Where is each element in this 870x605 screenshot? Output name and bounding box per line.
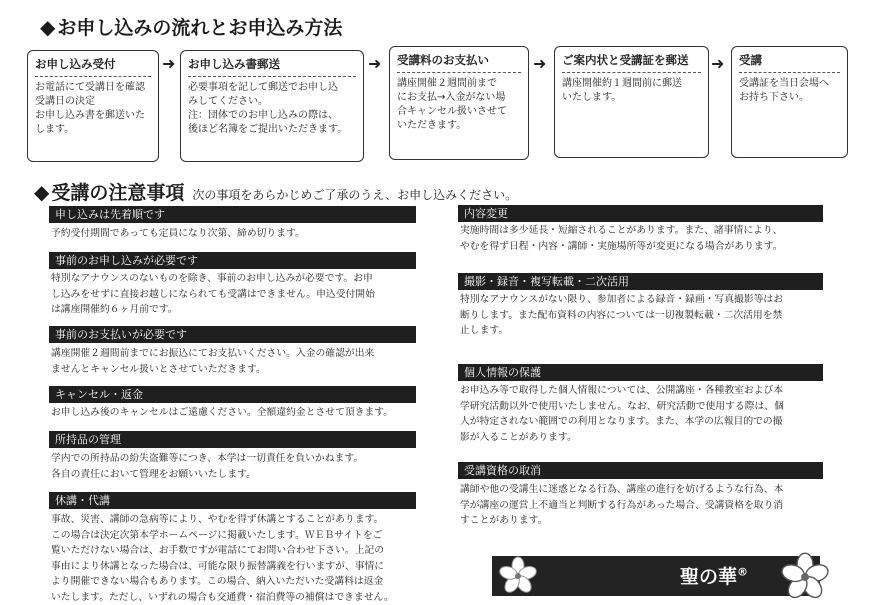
flow-step-title: 受講 — [739, 52, 840, 73]
flow-step-3 — [389, 46, 529, 160]
note-text: 特別なアナウンスがない限り、参加者による録音・録画・写真撮影等はお 断りします。また配布資料の内容については一切複製転載・二次活用を禁 止します。 — [460, 294, 784, 336]
note-heading: 休講・代講 — [49, 492, 416, 509]
flow-step-body: 必要事項を記して郵送でお申し込 みしてください。 注：団体でのお申し込みの際は、 後ほど名簿をご提出いただきます。 — [188, 82, 348, 135]
flow-section-title: ◆ お申し込みの流れとお申込み方法 — [40, 15, 343, 39]
note-heading: 事前のお支払いが必要です — [49, 326, 416, 343]
brand-banner — [492, 556, 820, 596]
flow-step-title: ご案内状と受講証を郵送 — [562, 52, 701, 73]
note-text: お申し込み後のキャンセルはご遠慮ください。全額違約金とさせて頂きます。 — [51, 407, 394, 418]
note-heading: 内容変更 — [458, 205, 823, 222]
note-text: 講座開催２週間前までにお振込にてお支払いください。入金の確認が出来 ませんとキャンセル扱いとさせていただきます。 — [51, 348, 375, 375]
registered-mark: ® — [737, 565, 749, 579]
arrow-right-icon: ➜ — [368, 54, 382, 73]
flow-step-1 — [27, 50, 159, 162]
sakura-flower-icon — [498, 556, 538, 596]
note-heading: 事前のお申し込みが必要です — [49, 252, 416, 269]
note-text: 予約受付期間であっても定員になり次第、締め切ります。 — [51, 228, 305, 239]
flow-step-title: お申し込み書郵送 — [188, 56, 356, 77]
brand-title: 聖の華® — [680, 565, 749, 588]
note-heading: 申し込みは先着順です — [49, 206, 416, 223]
note-text: 事故、災害、講師の急病等により、やむを得ず休講とすることがあります。 この場合は決定次第本学ホームページに掲載いたします。ＷＥＢサイトをご 覧いただけない場合は、お手数ですが電話にてお問い合わせ下さい。上記の 事由により休講となった場合は、可能な限り振替講義を行いますが、事情に より開催できない場合もあります。この場合、納入いただいた受講料は返金 いたします。ただし、いずれの場合も交通費・宿泊費等の補償はできません。 — [51, 514, 394, 603]
note-text: 講師や他の受講生に迷惑となる行為、講座の進行を妨げるような行為、本 学が講座の運営上不適当と判断する行為があった場合、受講資格を取り消 すことがあります。 — [460, 484, 784, 526]
note-heading: 個人情報の保護 — [458, 364, 823, 381]
note-heading: キャンセル・返金 — [49, 386, 416, 403]
flow-step-body: 講座開催２週間前まで にお支払→入金がない場 合キャンセル扱いさせて いただきます。 — [397, 78, 507, 131]
flow-step-4 — [554, 46, 709, 158]
flow-step-5 — [731, 46, 848, 158]
note-text: 学内での所持品の紛失盗難等につき、本学は一切責任を負いかねます。 各自の責任において管理をお願いいたします。 — [51, 453, 364, 480]
note-heading: 所持品の管理 — [49, 431, 416, 448]
notes-section-subtitle: 次の事項をあらかじめご了承のうえ、お申し込みください。 — [192, 188, 518, 202]
flow-step-title: お申し込み受付 — [35, 56, 151, 77]
diamond-bullet-icon: ◆ — [40, 15, 56, 39]
flow-step-title: 受講料のお支払い — [397, 52, 521, 73]
note-heading: 受講資格の取消 — [458, 462, 823, 479]
note-text: 実施時間は多少延長・短縮されることがあります。また、諸事情により、 やむを得ず日程・内容・講師・実施場所等が変更になる場合があります。 — [460, 225, 783, 252]
sakura-flower-icon — [780, 552, 830, 602]
note-text: 特別なアナウンスのないものを除き、事前のお申し込みが必要です。お申 し込みをせずに直接お越しになられても受講はできません。申込受付開始 は講座開催約６ヶ月前です。 — [51, 273, 375, 315]
arrow-right-icon: ➜ — [533, 54, 547, 73]
flow-step-body: 受講証を当日会場へ お持ち下さい。 — [739, 78, 829, 103]
notes-section-title: ◆ 受講の注意事項 次の事項をあらかじめご了承のうえ、お申し込みください。 — [34, 180, 518, 204]
note-text: お申込み等で取得した個人情報については、公開講座・各種教室および本 学研究活動以外で使用いたしません。なお、研究活動で使用する際は、個 人が特定されない範囲での利用となります。また、本学の広報目的での撮 影が入ることがあります。 — [460, 385, 784, 443]
note-heading: 撮影・録音・複写転載・二次活用 — [458, 273, 823, 290]
arrow-right-icon: ➜ — [162, 54, 176, 73]
arrow-right-icon: ➜ — [711, 54, 725, 73]
flow-step-2 — [180, 50, 364, 162]
flow-step-body: 講座開催約１週間前に郵送 いたします。 — [562, 78, 682, 103]
flow-step-body: お電話にて受講日を確認 受講日の決定 お申し込み書を郵送いた します。 — [35, 82, 145, 135]
diamond-bullet-icon: ◆ — [34, 180, 50, 204]
